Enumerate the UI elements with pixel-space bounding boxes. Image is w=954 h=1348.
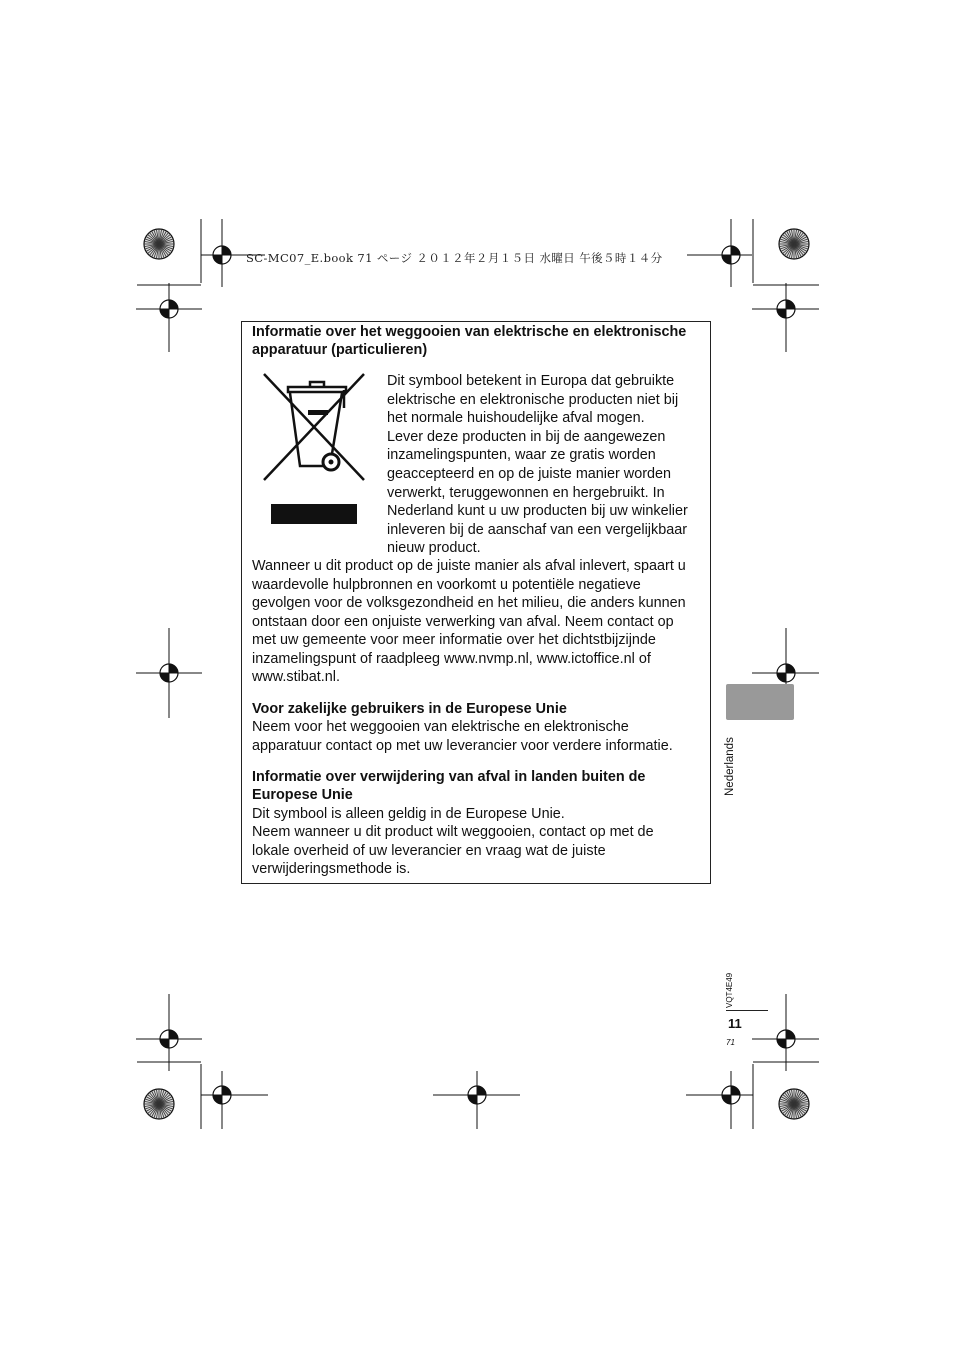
intro-line: Nederland kunt u uw producten bij uw winkelier (387, 503, 688, 520)
business-line: Neem voor het weggooien van elektrische en elektronische (252, 719, 629, 735)
notice-title-line1: Informatie over het weggooien van elektrische en elektronische (252, 324, 687, 340)
outside-line: Dit symbool is alleen geldig in de Europese Unie. (252, 806, 565, 822)
business-heading: Voor zakelijke gebruikers in de Europese Unie (252, 701, 567, 717)
file-header-line: SC-MC07_E.book 71 ページ ２０１２年２月１５日 水曜日 午後５時１４分 (246, 251, 663, 265)
registration-mark-icon (433, 1071, 520, 1129)
registration-mark-icon (752, 283, 819, 352)
intro-line: nieuw product. (387, 540, 481, 557)
language-text: Nederlands (724, 737, 736, 796)
registration-mark-icon (136, 628, 202, 718)
color-target-icon (144, 1089, 174, 1119)
body-line: Wanneer u dit product op de juiste manier als afval inlevert, spaart u (252, 558, 686, 574)
body-line: ontstaan door een onjuiste verwerking van afval. Neem contact op (252, 614, 674, 630)
weee-intro-text (387, 372, 688, 558)
intro-line: inleveren bij de aanschaf van een vergelijkbaar (387, 521, 687, 538)
language-label (722, 728, 740, 798)
outside-eu-heading-line1: Informatie over verwijdering van afval in landen buiten de (252, 769, 646, 785)
color-target-icon (779, 229, 809, 259)
intro-line: Dit symbool betekent in Europa dat gebruikte (387, 373, 675, 389)
color-target-icon (779, 1089, 809, 1119)
crossed-out-wheelie-bin-icon (258, 368, 370, 530)
intro-line: het normale huishoudelijke afval mogen. (387, 410, 645, 427)
body-line: waardevolle hulpbronnen en voorkomt u potentiële negatieve (252, 577, 641, 593)
registration-mark-icon (136, 283, 202, 352)
intro-line: inzamelingspunten, waar ze gratis worden (387, 447, 656, 464)
outside-line: lokale overheid of uw leverancier en vraag wat de juiste (252, 843, 606, 859)
registration-mark-icon (201, 1071, 268, 1129)
color-target-icon (144, 229, 174, 259)
notice-title-line2: apparatuur (particulieren) (252, 342, 428, 358)
outside-line: Neem wanneer u dit product wilt weggooien, contact op met de (252, 824, 654, 840)
registration-mark-icon (687, 219, 752, 287)
intro-line: elektrische en elektronische producten niet bij (387, 391, 679, 408)
body-line: www.stibat.nl. (252, 669, 340, 685)
intro-line: geaccepteerd en op de juiste manier worden (387, 465, 671, 482)
registration-mark-icon (752, 994, 819, 1071)
body-line: met uw gemeente voor meer informatie over het dichtstbijzijnde (252, 632, 656, 648)
intro-line: Lever deze producten in bij de aangewezen (387, 428, 666, 445)
body-line: inzamelingspunt of raadpleeg www.nvmp.nl, www.ictoffice.nl of (252, 651, 651, 667)
registration-mark-icon (686, 1071, 753, 1129)
outside-eu-heading-line2: Europese Unie (252, 787, 353, 803)
outside-line: verwijderingsmethode is. (252, 861, 411, 877)
body-line: gevolgen voor de volksgezondheid en het milieu, die anders kunnen (252, 595, 686, 611)
book-page-number: 71 (726, 1038, 735, 1047)
registration-mark-icon (136, 994, 202, 1071)
language-tab (726, 684, 794, 720)
page-rule (726, 1010, 768, 1011)
intro-line: verwerkt, teruggewonnen en hergebruikt. In (387, 484, 665, 501)
page-number: 11 (728, 1016, 742, 1031)
business-line: apparatuur contact op met uw leverancier voor verdere informatie. (252, 738, 673, 754)
doc-code (724, 968, 738, 1010)
doc-code-text: VQT4E49 (725, 972, 734, 1008)
